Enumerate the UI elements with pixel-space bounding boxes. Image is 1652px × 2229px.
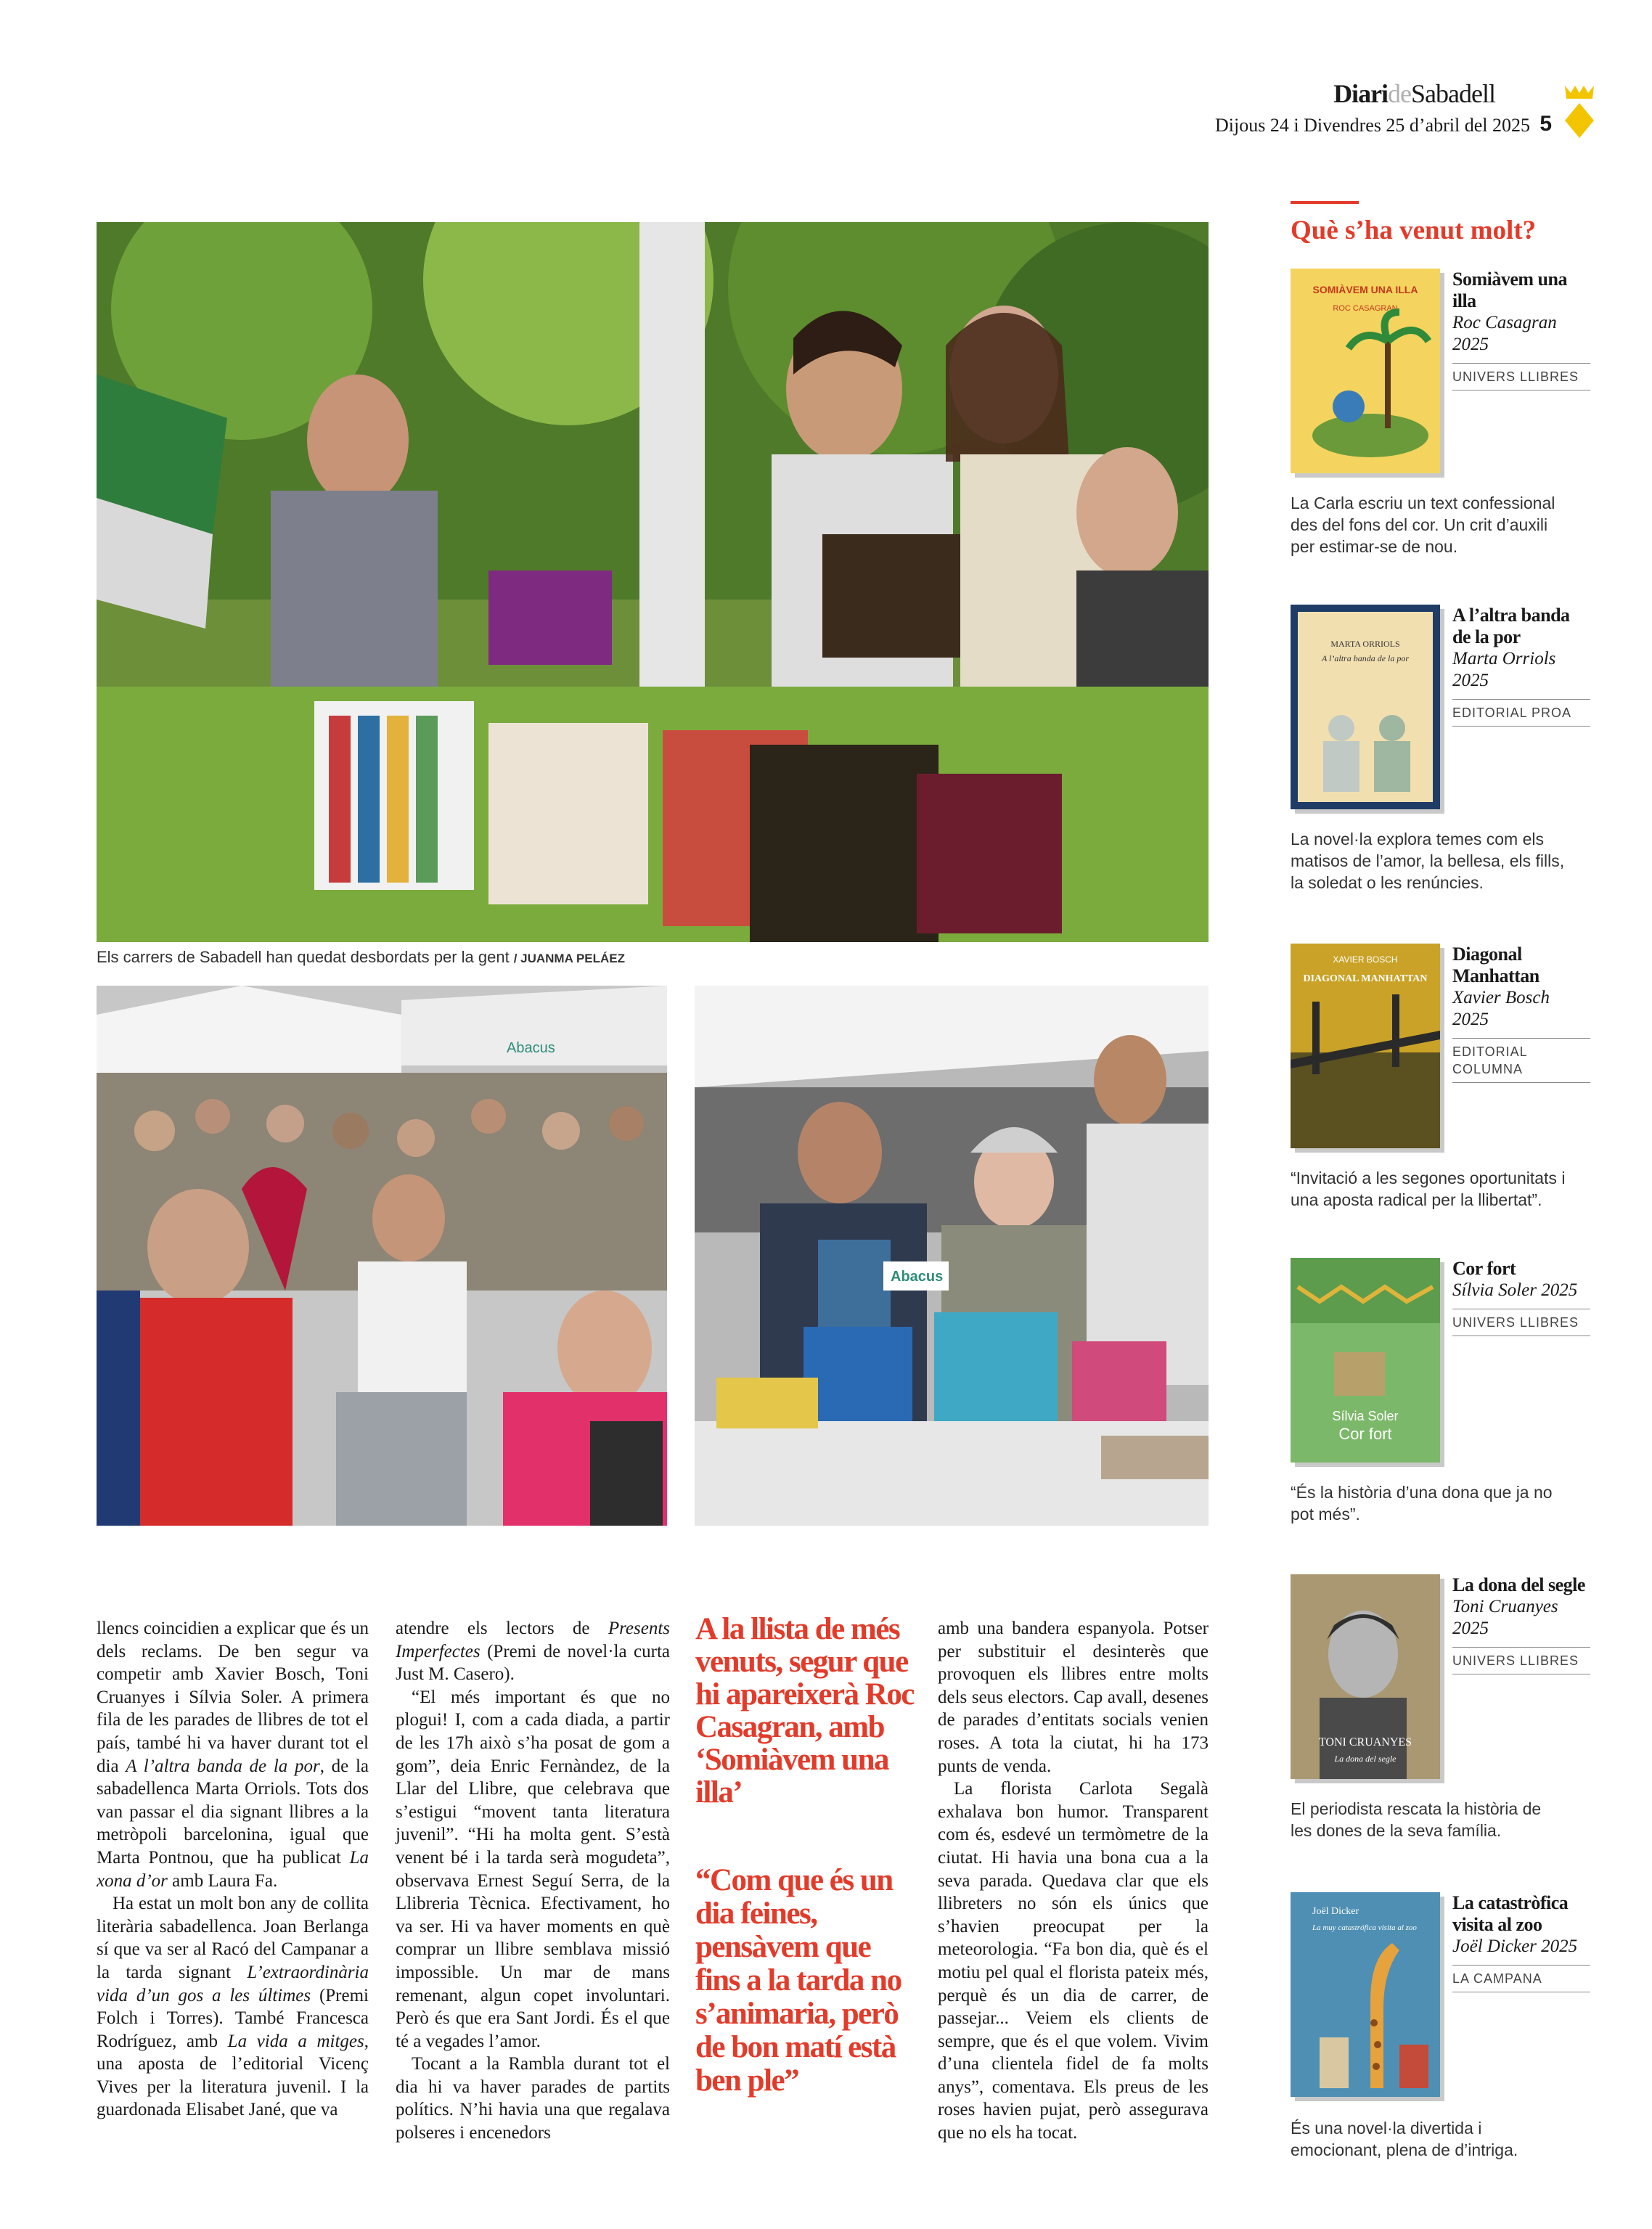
page-number: 5 — [1539, 112, 1552, 136]
book-publisher: UNIVERS LLIBRES — [1452, 1309, 1590, 1336]
book-publisher: LA CAMPANA — [1452, 1965, 1590, 1992]
book-publisher: UNIVERS LLIBRES — [1452, 363, 1590, 390]
book-description: La Carla escriu un text confessional des del fons del cor. Un crit d’auxili per estimar-se de nou. — [1291, 494, 1555, 556]
book-title[interactable]: A l’altra banda de la por — [1452, 605, 1570, 647]
book-info — [1452, 1258, 1590, 1336]
book-description: “Invitació a les segones oportunitats i una aposta radical per la llibertat”. — [1291, 1169, 1566, 1209]
book-title-ref: La vida a mitges — [227, 2031, 364, 2051]
book-author-year: Marta Orriols 2025 — [1452, 649, 1556, 690]
book-cover[interactable] — [1291, 944, 1440, 1148]
book-info — [1452, 944, 1590, 1083]
book-info — [1452, 1892, 1590, 1992]
cover-title: Cor fort — [1338, 1425, 1392, 1443]
cover-author: XAVIER BOSCH — [1333, 954, 1398, 965]
book-cover[interactable] — [1291, 605, 1440, 809]
cover-author: Sílvia Soler — [1332, 1409, 1399, 1423]
book-author-year: Sílvia Soler 2025 — [1452, 1280, 1578, 1300]
book-cover[interactable] — [1291, 1892, 1440, 2097]
photo-crowd-street — [97, 986, 667, 1526]
book-description: És una novel·la divertida i emocionant, plena de d’intriga. — [1291, 2119, 1518, 2159]
cover-title: SOMIÀVEM UNA ILLA — [1312, 284, 1418, 295]
book-title[interactable]: Cor fort — [1452, 1258, 1516, 1279]
article-column-1 — [97, 1617, 369, 2122]
book-title[interactable]: Diagonal Manhattan — [1452, 944, 1539, 986]
cover-author: Joël Dicker — [1312, 1906, 1359, 1917]
book-title-ref: A l’altra banda de la por — [126, 1756, 320, 1776]
sidebar-accent-rule — [1291, 201, 1359, 204]
cover-title: DIAGONAL MANHATTAN — [1303, 973, 1428, 984]
book-publisher: UNIVERS LLIBRES — [1452, 1647, 1590, 1674]
photo-book-buyers — [695, 986, 1209, 1526]
book-title[interactable]: La catastròfica visita al zoo — [1452, 1892, 1569, 1935]
newspaper-logo[interactable] — [1333, 78, 1495, 109]
book-author-year: Joël Dicker 2025 — [1452, 1936, 1578, 1956]
book-author-year: Roc Casagran 2025 — [1452, 313, 1557, 354]
article-text: , de la sabadellenca Marta Orriols. Tots dos van passar el dia signant llibres a la metròpoli barcelonina, igual que Marta Pontnou, que ha publicat — [97, 1756, 369, 1868]
cover-author: ROC CASAGRAN — [1333, 304, 1398, 313]
article-text: (Premi de novel·la curta Just M. Casero). — [396, 1641, 670, 1685]
book-publisher: EDITORIAL PROA — [1452, 699, 1590, 727]
article-text: amb Laura Fa. — [167, 1870, 278, 1891]
book-description: La novel·la explora temes com els matisos de l’amor, la bellesa, els fills, la soledat o les renúncies. — [1291, 830, 1565, 892]
cover-title: La dona del segle — [1334, 1754, 1397, 1764]
cover-author: MARTA ORRIOLS — [1330, 639, 1400, 649]
masthead — [1161, 73, 1597, 145]
book-title-ref: La xona d’or — [97, 1847, 369, 1891]
book-cover[interactable] — [1291, 1258, 1440, 1463]
issue-date: Dijous 24 i Divendres 25 d’abril del 2025 — [1215, 115, 1530, 136]
book-author-year: Xavier Bosch 2025 — [1452, 988, 1550, 1029]
logo-de: de — [1388, 79, 1412, 108]
cover-author: TONI CRUANYES — [1318, 1736, 1412, 1749]
main-photo-book-stall — [97, 222, 1209, 942]
cover-title: A l’altra banda de la por — [1321, 653, 1410, 663]
article-text: , una aposta de l’editorial Vicenç Vives per la literatura juvenil. I la guardonada Elisabet Jané, que va — [97, 2031, 369, 2120]
sabadell-crest-icon — [1562, 83, 1597, 141]
photo-credit: / JUANMA PELÁEZ — [513, 952, 626, 965]
book-cover[interactable] — [1291, 269, 1440, 473]
book-info — [1452, 605, 1590, 727]
book-author-year: Toni Cruanyes 2025 — [1452, 1597, 1558, 1638]
book-title-ref: L’extraordinària vida d’un gos a les últimes — [97, 1962, 369, 2005]
pull-quote-florist: “Com que és un dia feines, pensàvem que fins a la tarda no s’animaria, però de bon matí està ben ple” — [695, 1863, 901, 2098]
article-column-2 — [396, 1617, 670, 2145]
article-paragraph: amb una bandera espanyola. Potser per substituir el desinterès que provoquen els llibres entre molts dels seus electors. Cap avall, desenes de parades d’entitats socials venien roses. A tota la ciutat, hi ha 173 punts de venda. — [938, 1619, 1209, 1776]
book-description: El periodista rescata la història de les dones de la seva família. — [1291, 1799, 1542, 1840]
article-paragraph: La florista Carlota Segalà exhalava bon humor. Transparent com és, esdevé un termòmetre de la ciutat. Hi havia una bona cua a la seva parada. Quedava clar que els llibreters no són els únics que s’havien preocupat per la meteorologia. “Fa bon dia, què és el motiu pel qual el florista pateix més, perquè és un dia de carrer, de passejar... Veiem els clients de sempre, que és el que volem. Vivim d’una clientela fidel de fa molts anys”, comentava. Els preus de les roses havien pujat, però assegurava que no els ha tocat. — [938, 1779, 1209, 2143]
book-info — [1452, 269, 1590, 390]
article-paragraph: “El més important és que no plogui! I, com a cada diada, a partir de les 17h això s’ha posat de gom a gom”, deia Enric Fernàndez, de la Llar del Llibre, que celebrava que s’estigui “movent tanta literatura juvenil”. “Hi ha molta gent. S’està venent bé i la tarda serà mogudeta”, observava Ernest Seguí Serra, de la Llibreria Tècnica. Efectivament, ho va ser. Hi va haver moments en què comprar un llibre semblava missió impossible. Un mar de mans remenant, algun copet involuntari. Però és que era Sant Jordi. És el que té a vegades l’amor. — [396, 1687, 670, 2051]
abacus-tent-label: Abacus — [507, 1040, 555, 1056]
logo-diari: Diari — [1333, 79, 1389, 108]
book-cover[interactable] — [1291, 1574, 1440, 1779]
pull-quote-bestseller: A la llista de més venuts, segur que hi apareixerà Roc Casagran, amb ‘Somiàvem una illa’ — [695, 1612, 914, 1809]
book-title-ref: Presents Imperfectes — [396, 1619, 670, 1661]
book-title[interactable]: Somiàvem una illa — [1452, 269, 1567, 311]
book-publisher: EDITORIAL COLUMNA — [1452, 1038, 1590, 1083]
photo-caption — [97, 948, 625, 967]
logo-sabadell: Sabadell — [1411, 79, 1495, 108]
article-text: Ha estat un molt bon any de collita literària sabadellenca. Joan Berlanga sí que va ser al Racó del Campanar a la tarda signant — [97, 1894, 369, 1982]
photo-caption-text: Els carrers de Sabadell han quedat desbordats per la gent — [97, 948, 510, 966]
article-paragraph: Tocant a la Rambla durant tot el dia hi va haver parades de partits polítics. N’hi havia una que regalava polseres i encenedors — [396, 2054, 670, 2143]
cover-title: La muy catastrófica visita al zoo — [1312, 1923, 1417, 1932]
book-description: “És la història d’una dona que ja no pot més”. — [1291, 1483, 1553, 1524]
article-text: llencs coincidien a explicar que és un dels reclams. De ben segur va competir amb Xavier Bosch, Toni Cruanyes i Sílvia Soler. A primera fila de les parades de llibres de tot el país, també hi va haver durant tot el dia — [97, 1619, 369, 1776]
article-text: (Premi Folch i Torres). També Francesca Rodríguez, amb — [97, 1985, 369, 2051]
book-title[interactable]: La dona del segle — [1452, 1574, 1585, 1595]
book-info — [1452, 1574, 1590, 1674]
article-column-4 — [938, 1617, 1209, 2145]
abacus-bag-label: Abacus — [891, 1269, 944, 1285]
article-text: atendre els lectors de — [396, 1619, 608, 1638]
sidebar-title: Què s’ha venut molt? — [1291, 216, 1537, 245]
